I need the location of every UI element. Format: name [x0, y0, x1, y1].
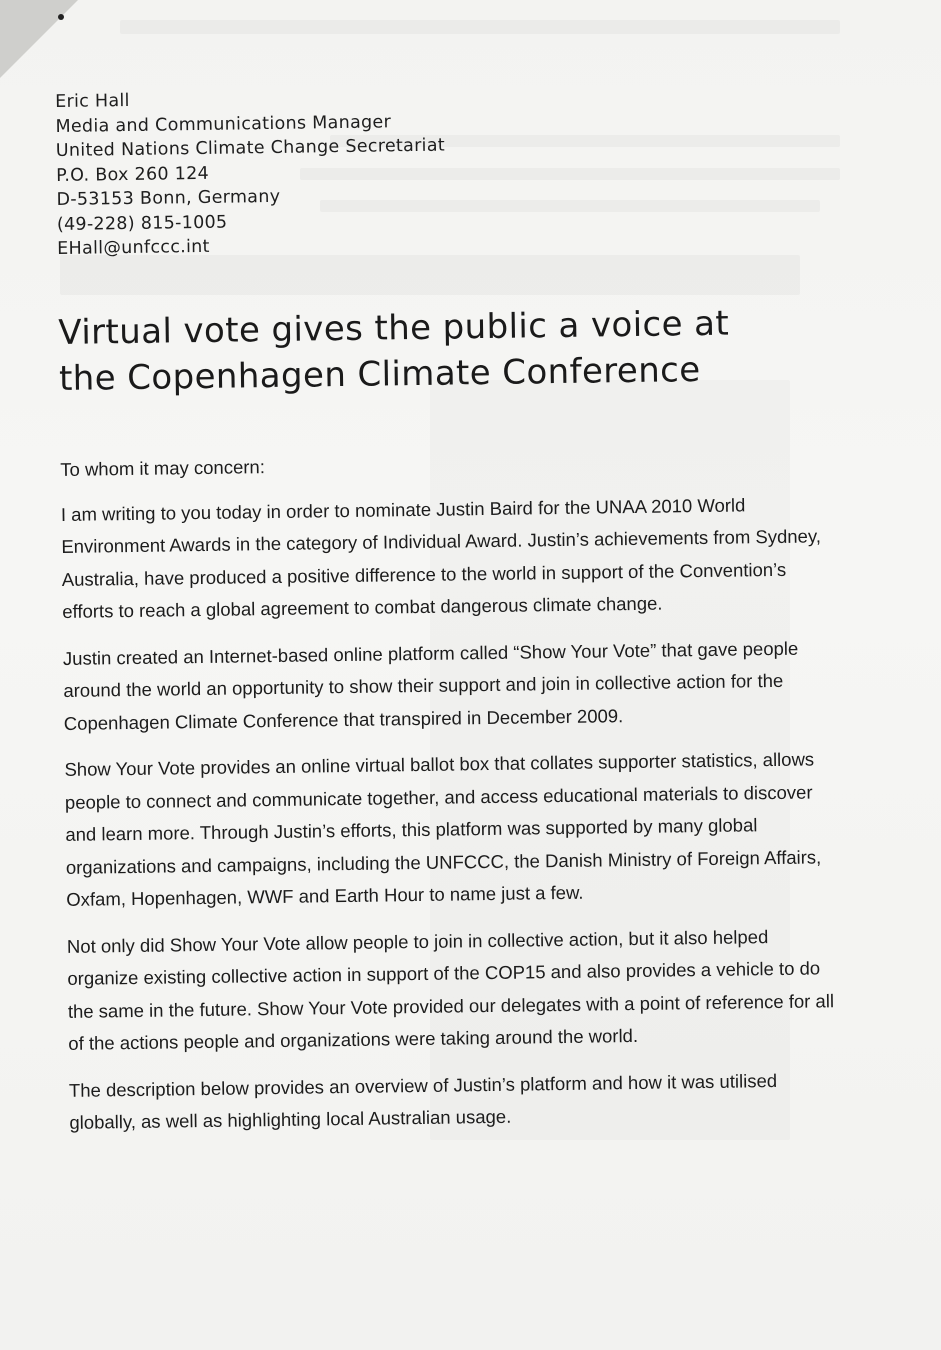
paragraph-line: and learn more. Through Justin’s efforts, this platform was supported by many global: [65, 814, 758, 845]
paragraph-line: organizations and campaigns, including the UNFCCC, the Danish Ministry of Foreign Affairs,: [65, 845, 822, 878]
body-paragraph: [61, 487, 908, 629]
paragraph-line: the same in the future. Show Your Vote provided our delegates with a point of reference for all: [67, 989, 835, 1022]
staple-mark: [58, 14, 64, 20]
paragraph-line: organize existing collective action in support of the COP15 and also provides a vehicle to do: [67, 957, 821, 989]
sender-name: Eric Hall: [55, 90, 130, 112]
paragraph-line: globally, as well as highlighting local Australian usage.: [69, 1105, 512, 1133]
paragraph-line: of the actions people and organizations were taking around the world.: [68, 1024, 639, 1054]
folded-corner: [0, 0, 78, 78]
sender-city: D-53153 Bonn, Germany: [56, 186, 281, 210]
sender-title: Media and Communications Manager: [55, 111, 392, 137]
letter-headline: [58, 298, 904, 402]
sender-email: EHall@unfccc.int: [57, 236, 210, 259]
paragraph-line: around the world an opportunity to show their support and join in collective action for the: [63, 669, 784, 701]
paragraph-line: Show Your Vote provides an online virtual ballot box that collates supporter statistics, allows: [64, 748, 815, 780]
paragraph-line: Justin created an Internet-based online platform called “Show Your Vote” that gave people: [62, 637, 799, 669]
sender-phone: (49-228) 815-1005: [56, 212, 228, 235]
body-paragraph: [64, 742, 911, 916]
paragraph-line: Copenhagen Climate Conference that transpired in December 2009.: [63, 704, 624, 734]
paragraph-line: efforts to reach a global agreement to combat dangerous climate change.: [62, 592, 663, 622]
paragraph-line: Australia, have produced a positive difference to the world in support of the Convention’s: [61, 558, 787, 590]
paragraph-line: The description below provides an overview of Justin’s platform and how it was utilised: [68, 1069, 778, 1101]
headline-line: the Copenhagen Climate Conference: [58, 349, 701, 399]
sender-address-block: [55, 78, 902, 261]
body-paragraph: [67, 919, 914, 1061]
show-through-mark: [120, 20, 840, 34]
salutation: To whom it may concern:: [60, 455, 266, 480]
sender-organization: United Nations Climate Change Secretariat: [55, 135, 446, 161]
paragraph-line: Oxfam, Hopenhagen, WWF and Earth Hour to name just a few.: [66, 881, 584, 910]
sender-po-box: P.O. Box 260 124: [56, 163, 210, 186]
paragraph-line: people to connect and communicate together, and access educational materials to discover: [64, 780, 813, 813]
body-paragraph: [69, 1063, 915, 1140]
paragraph-line: I am writing to you today in order to nominate Justin Baird for the UNAA 2010 World: [60, 493, 746, 525]
body-paragraph: [63, 631, 909, 740]
paragraph-line: Not only did Show Your Vote allow people to join in collective action, but it also helped: [66, 925, 769, 957]
headline-line: Virtual vote gives the public a voice at: [58, 303, 730, 353]
letter-content: [55, 78, 915, 1139]
paragraph-line: Environment Awards in the category of Individual Award. Justin’s achievements from Sydney,: [61, 525, 822, 557]
